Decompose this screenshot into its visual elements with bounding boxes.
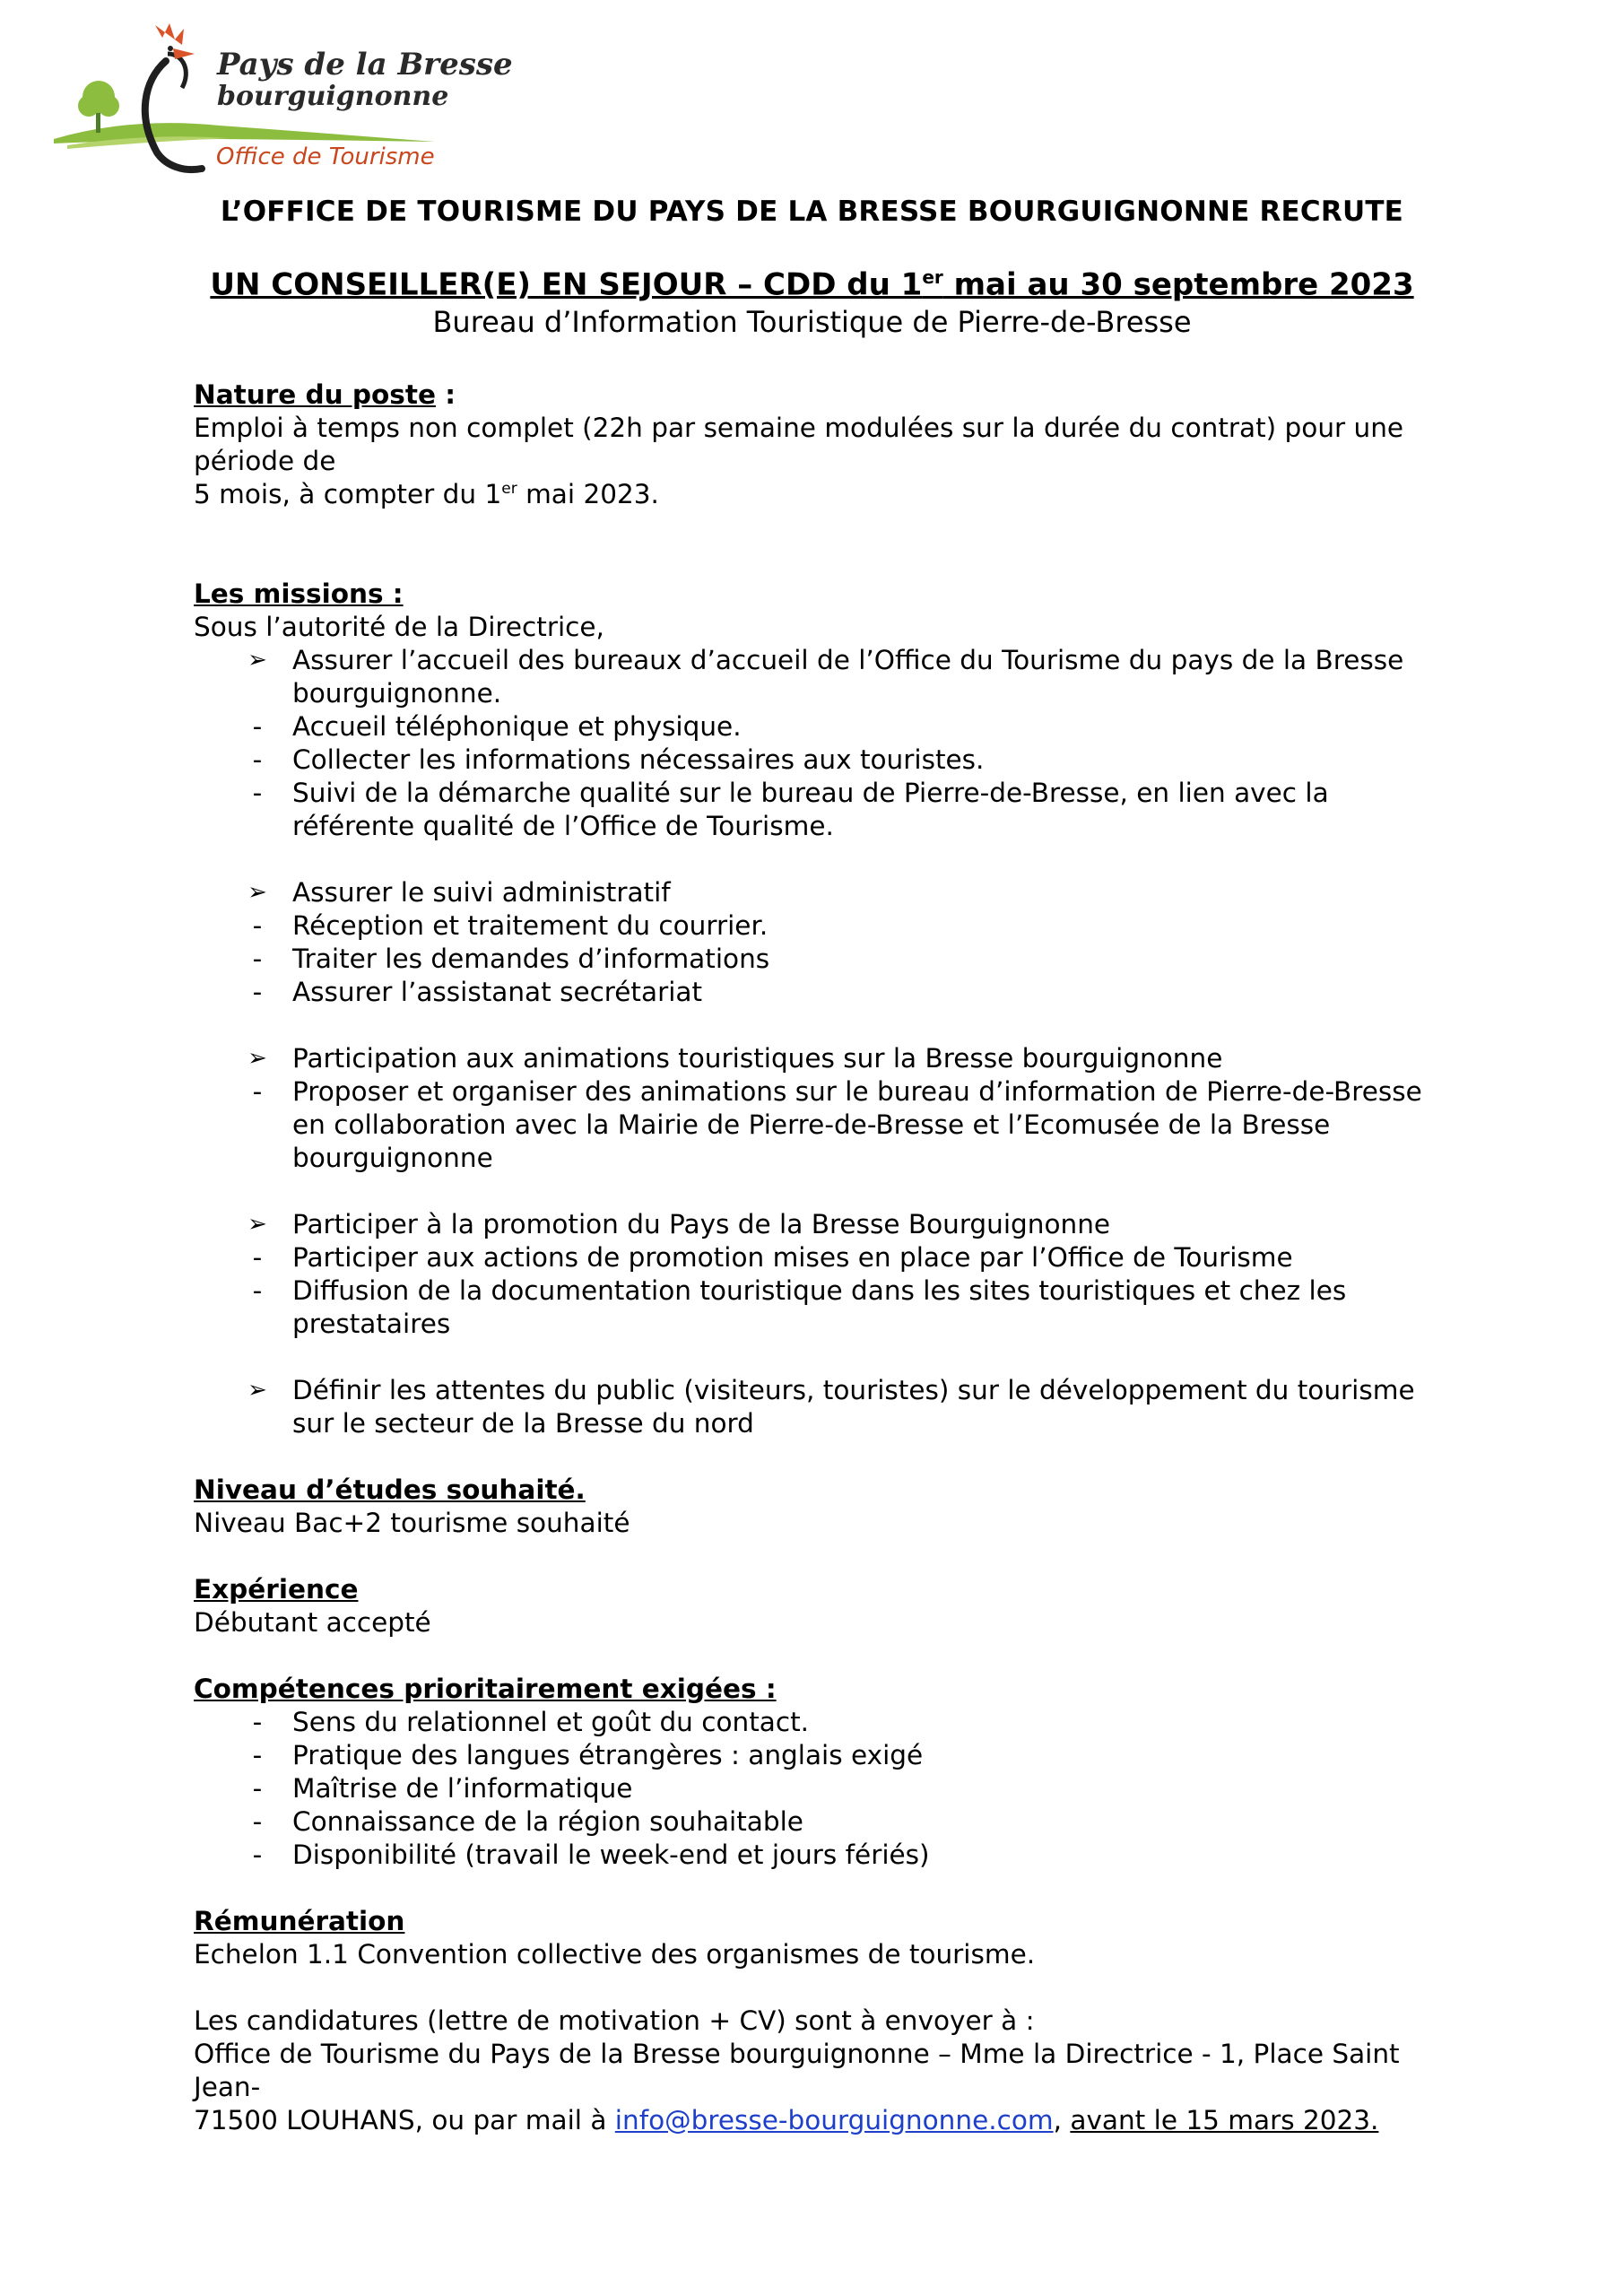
candidatures-line2: Office de Tourisme du Pays de la Bresse bourguignonne – Mme la Directrice - 1, Place Saint Jean- xyxy=(194,2039,1400,2102)
list-item xyxy=(194,1706,1449,1739)
mission-group-text: Participer à la promotion du Pays de la Bresse Bourguignonne xyxy=(292,1209,1111,1239)
mission-group-text: Participation aux animations touristiques sur la Bresse bourguignonne xyxy=(292,1043,1223,1074)
etudes-heading-label: Niveau d’études souhaité. xyxy=(194,1474,586,1505)
dash-bullet-icon: - xyxy=(252,1275,263,1306)
arrow-bullet-icon: ➢ xyxy=(248,647,267,674)
dash-bullet-icon: - xyxy=(252,1773,263,1804)
dash-bullet-icon: - xyxy=(252,1707,263,1737)
candidatures-line3 xyxy=(194,2104,1449,2137)
etudes-heading xyxy=(194,1474,1449,1507)
competences-heading xyxy=(194,1673,1449,1706)
page-title: L’OFFICE DE TOURISME DU PAYS DE LA BRESSE BOURGUIGNONNE RECRUTE xyxy=(220,196,1404,228)
list-item xyxy=(194,1839,1449,1872)
list-item xyxy=(194,909,1449,943)
list-item-text: Collecter les informations nécessaires aux touristes. xyxy=(292,744,985,775)
list-item xyxy=(194,1274,1449,1341)
dash-bullet-icon: - xyxy=(252,1806,263,1837)
mission-group-text: Assurer le suivi administratif xyxy=(292,877,671,908)
list-item xyxy=(194,1739,1449,1772)
experience-heading xyxy=(194,1573,1449,1606)
missions-heading-label: Les missions : xyxy=(194,578,404,609)
list-item-text: Assurer l’assistanat secrétariat xyxy=(292,977,703,1007)
dash-bullet-icon: - xyxy=(252,944,263,974)
remuneration-heading xyxy=(194,1905,1449,1938)
list-item-text: Réception et traitement du courrier. xyxy=(292,910,769,941)
missions-intro: Sous l’autorité de la Directrice, xyxy=(194,612,604,642)
list-item xyxy=(194,1772,1449,1805)
job-title-before: UN CONSEILLER(E) EN SEJOUR – CDD du 1 xyxy=(210,266,923,303)
document-body xyxy=(194,378,1449,2137)
list-item xyxy=(194,744,1449,777)
dash-bullet-icon: - xyxy=(252,744,263,775)
competences-heading-label: Compétences prioritairement exigées : xyxy=(194,1674,777,1704)
dash-bullet-icon: - xyxy=(252,1740,263,1770)
list-item xyxy=(194,976,1449,1009)
list-item-text: Participer aux actions de promotion mises en place par l’Office de Tourisme xyxy=(292,1242,1293,1273)
list-item-text: Connaissance de la région souhaitable xyxy=(292,1806,803,1837)
arrow-bullet-icon: ➢ xyxy=(248,1377,267,1404)
location-subtitle: Bureau d’Information Touristique de Pierre-de-Bresse xyxy=(432,305,1192,339)
list-item-text: Traiter les demandes d’informations xyxy=(292,944,770,974)
list-item-text: Accueil téléphonique et physique. xyxy=(292,711,742,742)
list-item-text: Proposer et organiser des animations sur le bureau d’information de Pierre-de-Bresse en collaboration avec la Mairie de Pierre-de-Bresse et l’Ecomusée de la Bresse bourguignonne xyxy=(292,1076,1422,1173)
list-item-text: Diffusion de la documentation touristique dans les sites touristiques et chez les prestataires xyxy=(292,1275,1347,1339)
list-item-text: Disponibilité (travail le week-end et jours fériés) xyxy=(292,1839,930,1870)
nature-line1: Emploi à temps non complet (22h par semaine modulées sur la durée du contrat) pour une période de xyxy=(194,413,1404,476)
mission-group-text: Définir les attentes du public (visiteurs, touristes) sur le développement du tourisme sur le secteur de la Bresse du nord xyxy=(292,1375,1415,1439)
dash-bullet-icon: - xyxy=(252,711,263,742)
list-item xyxy=(194,1241,1449,1274)
list-item xyxy=(194,943,1449,976)
nature-line2-sup: er xyxy=(501,480,517,499)
nature-heading-label: Nature du poste xyxy=(194,379,436,410)
remuneration-heading-label: Rémunération xyxy=(194,1906,405,1936)
arrow-bullet-icon: ➢ xyxy=(248,879,267,906)
email-link[interactable]: info@bresse-bourguignonne.com xyxy=(614,2105,1054,2135)
dash-bullet-icon: - xyxy=(252,1839,263,1870)
job-title-after: mai au 30 septembre 2023 xyxy=(942,266,1414,303)
nature-line2-before: 5 mois, à compter du 1 xyxy=(194,479,502,509)
arrow-bullet-icon: ➢ xyxy=(248,1045,267,1072)
mission-group-title xyxy=(194,644,1449,710)
mission-group-text: Assurer l’accueil des bureaux d’accueil de l’Office du Tourisme du pays de la Bresse bourguignonne. xyxy=(292,645,1404,709)
logo-text-office: Office de Tourisme xyxy=(216,144,435,170)
job-title xyxy=(0,266,1624,302)
candidatures-line3-sep: , xyxy=(1053,2105,1071,2135)
missions-heading xyxy=(194,578,1449,611)
mission-group-title xyxy=(194,1042,1449,1075)
list-item-text: Pratique des langues étrangères : anglais exigé xyxy=(292,1740,924,1770)
dash-bullet-icon: - xyxy=(252,1076,263,1107)
dash-bullet-icon: - xyxy=(252,1242,263,1273)
mission-group-title xyxy=(194,1374,1449,1440)
mission-group-title xyxy=(194,876,1449,909)
experience-text: Débutant accepté xyxy=(194,1607,431,1638)
logo-text-line1: Pays de la Bresse xyxy=(217,47,513,83)
list-item-text: Suivi de la démarche qualité sur le bureau de Pierre-de-Bresse, en lien avec la référente qualité de l’Office de Tourisme. xyxy=(292,778,1329,841)
arrow-bullet-icon: ➢ xyxy=(248,1211,267,1238)
nature-heading-suffix: : xyxy=(435,379,456,410)
list-item xyxy=(194,777,1449,843)
deadline-text: avant le 15 mars 2023. xyxy=(1070,2105,1379,2135)
experience-heading-label: Expérience xyxy=(194,1574,359,1605)
dash-bullet-icon: - xyxy=(252,910,263,941)
mission-group-title xyxy=(194,1208,1449,1241)
job-title-sup: er xyxy=(922,266,943,288)
list-item xyxy=(194,1805,1449,1839)
dash-bullet-icon: - xyxy=(252,977,263,1007)
nature-line2-after: mai 2023. xyxy=(517,479,659,509)
dash-bullet-icon: - xyxy=(252,778,263,808)
nature-line2 xyxy=(194,478,1449,511)
etudes-text: Niveau Bac+2 tourisme souhaité xyxy=(194,1508,630,1538)
remuneration-text: Echelon 1.1 Convention collective des organismes de tourisme. xyxy=(194,1939,1036,1970)
candidatures-line3-before: 71500 LOUHANS, ou par mail à xyxy=(194,2105,615,2135)
logo xyxy=(49,18,513,179)
candidatures-line1: Les candidatures (lettre de motivation + CV) sont à envoyer à : xyxy=(194,2005,1035,2036)
logo-text-line2: bourguignonne xyxy=(217,81,449,112)
list-item xyxy=(194,710,1449,744)
list-item-text: Sens du relationnel et goût du contact. xyxy=(292,1707,810,1737)
nature-heading xyxy=(194,378,1449,412)
list-item xyxy=(194,1075,1449,1175)
list-item-text: Maîtrise de l’informatique xyxy=(292,1773,633,1804)
